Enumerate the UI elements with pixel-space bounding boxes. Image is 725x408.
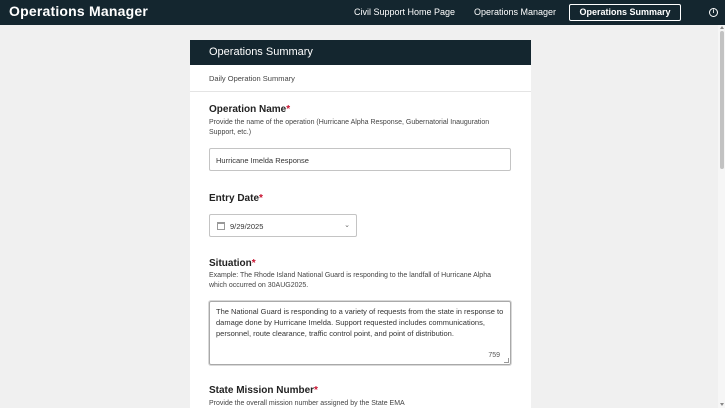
situation-textarea[interactable] [209, 301, 511, 365]
calendar-icon [217, 222, 225, 230]
survey-form [190, 40, 531, 408]
info-icon[interactable]: i [709, 8, 718, 17]
scroll-down-arrow-icon[interactable] [720, 403, 724, 406]
situation-help: Example: The Rhode Island National Guard is responding to the landfall of Hurricane Alpha which occurred on 30AUG2025. [209, 272, 491, 289]
nav-link-civil-support-home[interactable]: Civil Support Home Page [354, 7, 456, 17]
form-header [190, 40, 531, 65]
operation-name-value: Hurricane Imelda Response [216, 156, 309, 165]
required-marker: * [286, 104, 291, 115]
entry-date-picker[interactable] [209, 214, 357, 237]
resize-handle-icon[interactable] [504, 358, 509, 363]
operation-name-input[interactable] [209, 148, 511, 171]
form-title: Operations Summary [209, 46, 313, 58]
required-marker: * [314, 385, 318, 396]
situation-label: Situation* [209, 258, 256, 269]
situation-value: The National Guard is responding to a variety of requests from the state in response to damage done by Hurricane Imelda. Support requested includes communications, personnel, route clearance, traffic control point, and point of distribution. [216, 307, 504, 338]
scroll-up-arrow-icon[interactable] [720, 26, 724, 29]
nav-link-operations-manager[interactable]: Operations Manager [474, 7, 557, 17]
app-title: Operations Manager [9, 3, 148, 19]
form-subtitle: Daily Operation Summary [190, 65, 531, 92]
scrollbar-thumb[interactable] [720, 31, 724, 169]
nav-link-operations-summary[interactable]: Operations Summary [569, 4, 681, 21]
top-nav-bar [0, 0, 725, 25]
state-mission-number-help: Provide the overall mission number assigned by the State EMA [209, 400, 405, 407]
required-marker: * [259, 193, 263, 204]
entry-date-label: Entry Date* [209, 193, 263, 204]
chevron-down-icon[interactable]: ⌄ [344, 222, 350, 229]
state-mission-number-label: State Mission Number* [209, 385, 318, 396]
required-marker: * [251, 258, 256, 269]
character-count: 759 [488, 352, 500, 359]
entry-date-value: 9/29/2025 [230, 222, 264, 231]
operation-name-label: Operation Name* [209, 104, 291, 115]
operation-name-help: Provide the name of the operation (Hurricane Alpha Response, Gubernatorial Inauguration Support, etc.) [209, 119, 490, 136]
